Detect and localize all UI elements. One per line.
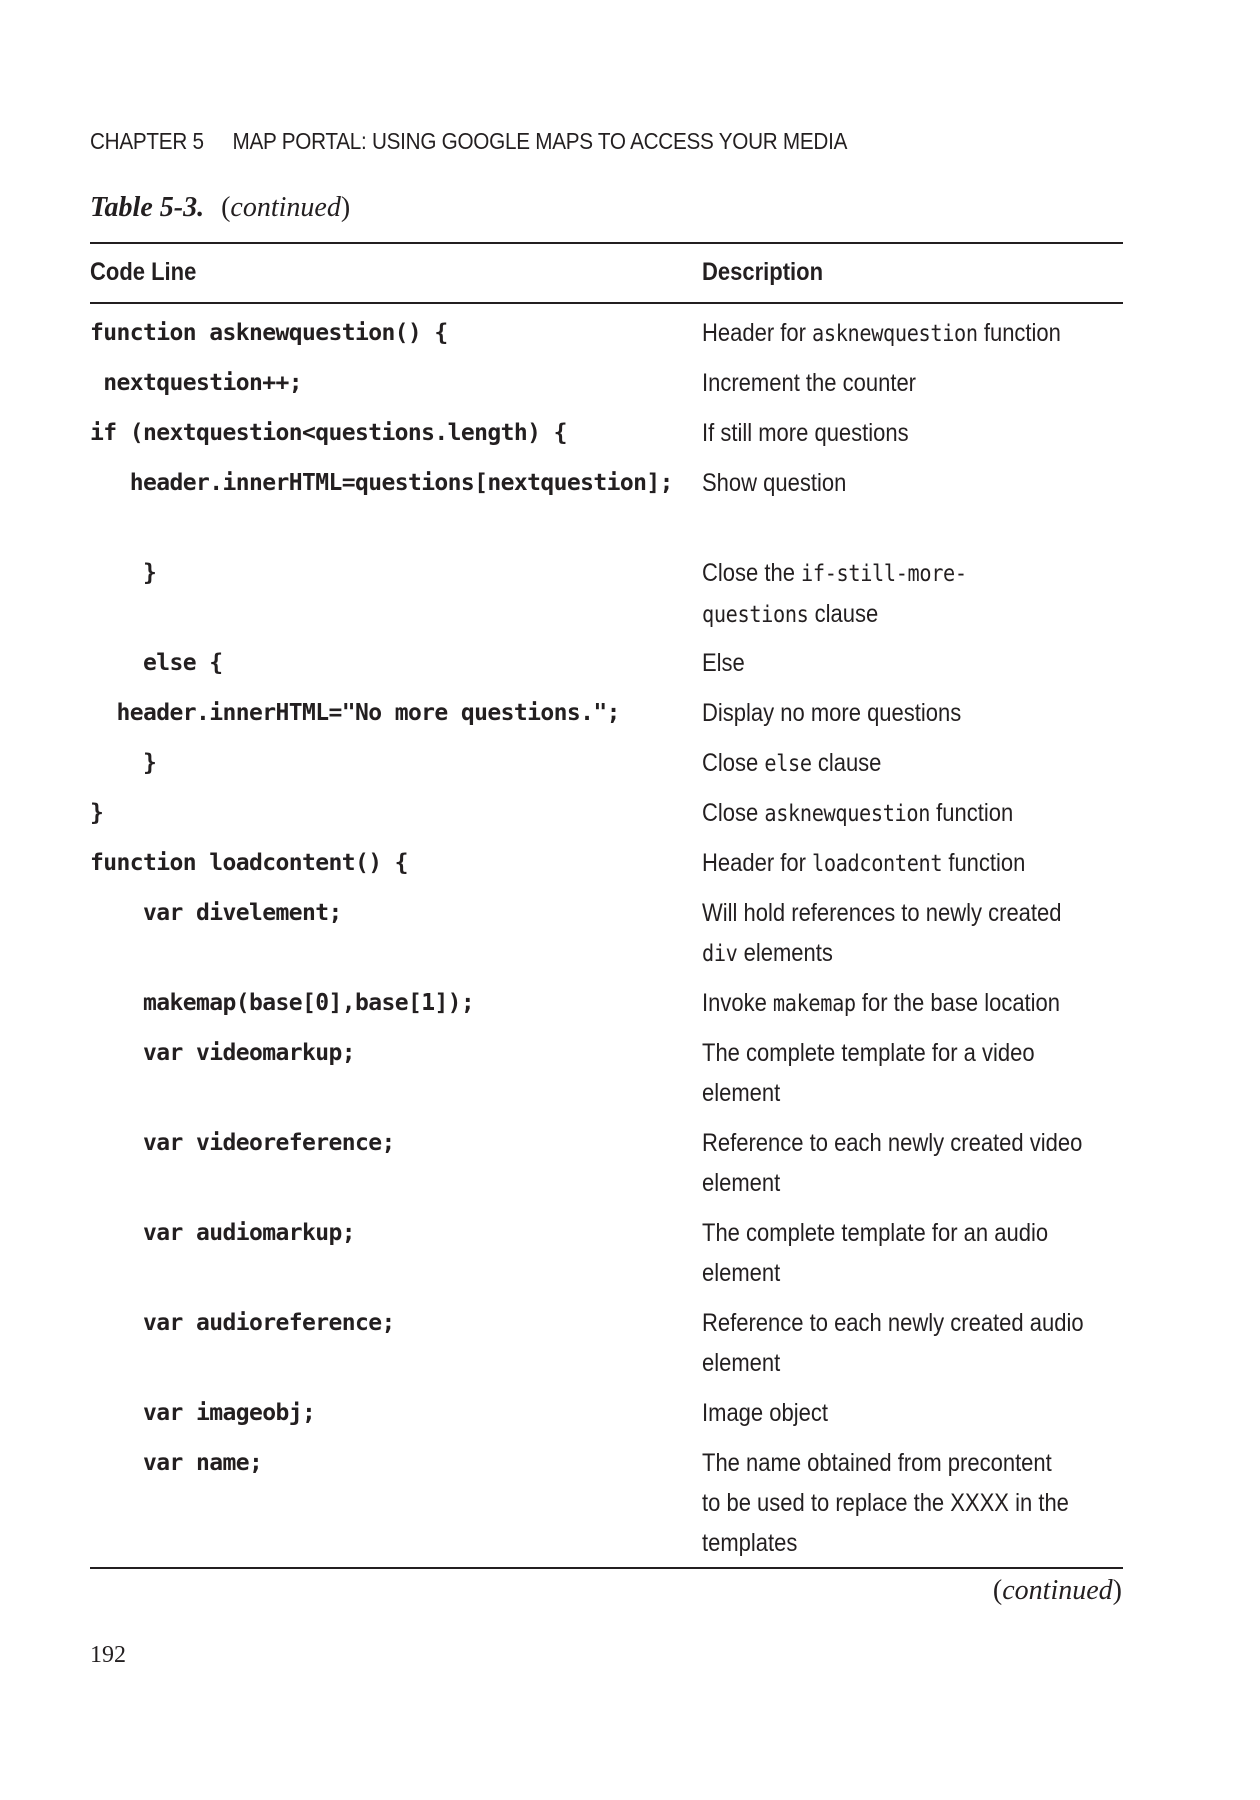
code-line-cell: else { — [90, 650, 223, 676]
code-line-cell: header.innerHTML="No more questions."; — [90, 700, 620, 726]
code-line-cell: var name; — [90, 1450, 263, 1476]
description-cell: Close else clause — [702, 749, 882, 777]
description-cell: Invoke makemap for the base location — [702, 989, 1061, 1017]
chapter-title: MAP PORTAL: USING GOOGLE MAPS TO ACCESS YOUR MEDIA — [232, 128, 848, 154]
code-line-cell: var divelement; — [90, 900, 342, 926]
code-line-cell: } — [90, 800, 104, 826]
description-cell: If still more questions — [702, 419, 909, 447]
running-head — [90, 128, 847, 155]
table-label: Table 5-3. — [90, 192, 205, 223]
code-line-cell: var videoreference; — [90, 1130, 395, 1156]
description-cell: Close asknewquestion function — [702, 799, 1014, 827]
description-cell: Reference to each newly created audio element — [702, 1309, 1084, 1377]
page-number: 192 — [90, 1642, 126, 1668]
description-cell: Increment the counter — [702, 369, 917, 397]
description-cell: Else — [702, 649, 745, 677]
description-cell: Close the if-still-more- questions clause — [702, 559, 967, 628]
code-line-cell: var imageobj; — [90, 1400, 316, 1426]
code-line-cell: var audioreference; — [90, 1310, 395, 1336]
description-cell: Will hold references to newly created div elements — [702, 899, 1062, 967]
table-caption — [90, 192, 350, 224]
code-line-cell: } — [90, 750, 157, 776]
description-cell: Header for asknewquestion function — [702, 319, 1061, 347]
table-top-rule — [90, 242, 1123, 244]
description-cell: The complete template for a video element — [702, 1039, 1035, 1107]
continued-note: (continued) — [992, 1575, 1122, 1606]
description-cell: Reference to each newly created video element — [702, 1129, 1083, 1197]
code-line-cell: function loadcontent() { — [90, 850, 408, 876]
description-cell: Image object — [702, 1399, 828, 1427]
table-bottom-rule — [90, 1567, 1123, 1569]
code-line-cell: } — [90, 560, 157, 586]
header-code-line: Code Line — [90, 258, 197, 286]
description-cell: Header for loadcontent function — [702, 849, 1026, 877]
description-cell: The complete template for an audio element — [702, 1219, 1049, 1287]
table-caption-note: (continued) — [221, 192, 351, 223]
code-line-cell: var audiomarkup; — [90, 1220, 355, 1246]
code-line-cell: nextquestion++; — [90, 370, 302, 396]
description-cell: Show question — [702, 469, 847, 497]
code-line-cell: header.innerHTML=questions[nextquestion]; — [90, 470, 673, 496]
header-description: Description — [702, 258, 824, 286]
code-line-cell: makemap(base[0],base[1]); — [90, 990, 475, 1016]
description-cell: Display no more questions — [702, 699, 962, 727]
code-line-cell: var videomarkup; — [90, 1040, 355, 1066]
table-header-rule — [90, 302, 1123, 304]
code-line-cell: function asknewquestion() { — [90, 320, 448, 346]
code-line-cell: if (nextquestion<questions.length) { — [90, 420, 567, 446]
chapter-number: CHAPTER 5 — [90, 128, 204, 154]
description-cell: The name obtained from precontent to be used to replace the XXXX in the templates — [702, 1449, 1069, 1557]
